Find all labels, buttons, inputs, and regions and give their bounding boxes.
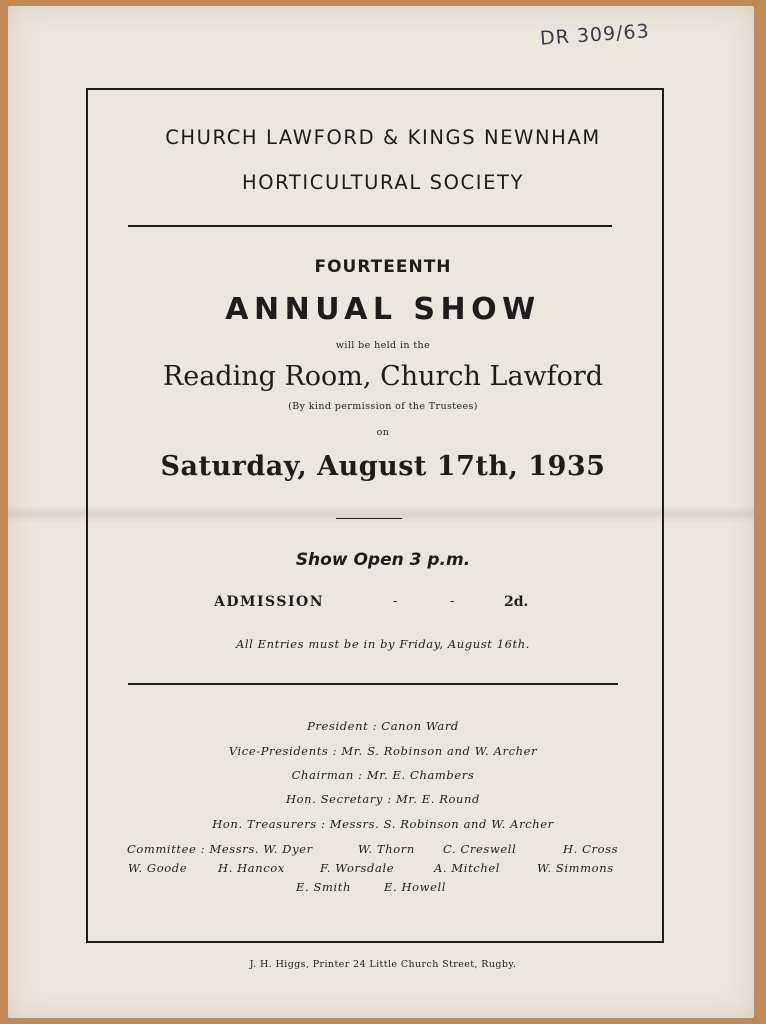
admission-dash-1: - (393, 594, 398, 609)
vice-presidents: Vice-Presidents : Mr. S. Robinson and W. Archer (228, 744, 538, 758)
committee-member: H. Hancox (218, 861, 285, 875)
top-divider (128, 225, 612, 227)
committee-member: A. Mitchel (434, 861, 501, 875)
president: President : Canon Ward (307, 719, 459, 733)
printer-imprint: J. H. Higgs, Printer 24 Little Church Street, Rugby. (249, 959, 517, 970)
venue: Reading Room, Church Lawford (162, 361, 604, 392)
committee-member: E. Smith (296, 880, 351, 894)
show-ordinal: FOURTEENTH (314, 257, 452, 277)
middle-divider (128, 683, 618, 685)
admission-price: 2d. (504, 594, 529, 610)
committee-member: E. Howell (384, 880, 447, 894)
committee-member: W. Simmons (537, 861, 614, 875)
catalog-mark: DR 309/63 (539, 20, 651, 50)
chairman: Chairman : Mr. E. Chambers (291, 768, 475, 782)
on-text: on (376, 427, 390, 438)
society-name-line1: CHURCH LAWFORD & KINGS NEWNHAM (165, 126, 601, 149)
border-frame (86, 88, 664, 943)
committee-member: F. Worsdale (320, 861, 395, 875)
committee-member: W. Goode (128, 861, 188, 875)
secretary: Hon. Secretary : Mr. E. Round (286, 792, 480, 806)
show-date: Saturday, August 17th, 1935 (160, 451, 606, 482)
short-divider (336, 518, 402, 519)
society-name-line2: HORTICULTURAL SOCIETY (241, 171, 525, 194)
admission-label: ADMISSION (214, 594, 325, 610)
open-time: Show Open 3 p.m. (295, 550, 471, 570)
committee-member: H. Cross (563, 842, 619, 856)
committee-label: Committee : Messrs. W. Dyer (127, 842, 313, 856)
treasurers: Hon. Treasurers : Messrs. S. Robinson and W. Archer (212, 817, 554, 831)
admission-dash-2: - (450, 594, 455, 609)
committee-member: W. Thorn (358, 842, 415, 856)
committee-member: C. Creswell (443, 842, 517, 856)
held-in-text: will be held in the (335, 340, 431, 351)
permission-note: (By kind permission of the Trustees) (288, 401, 478, 412)
show-title: ANNUAL SHOW (225, 292, 541, 327)
entries-note: All Entries must be in by Friday, August 16th. (235, 637, 531, 651)
